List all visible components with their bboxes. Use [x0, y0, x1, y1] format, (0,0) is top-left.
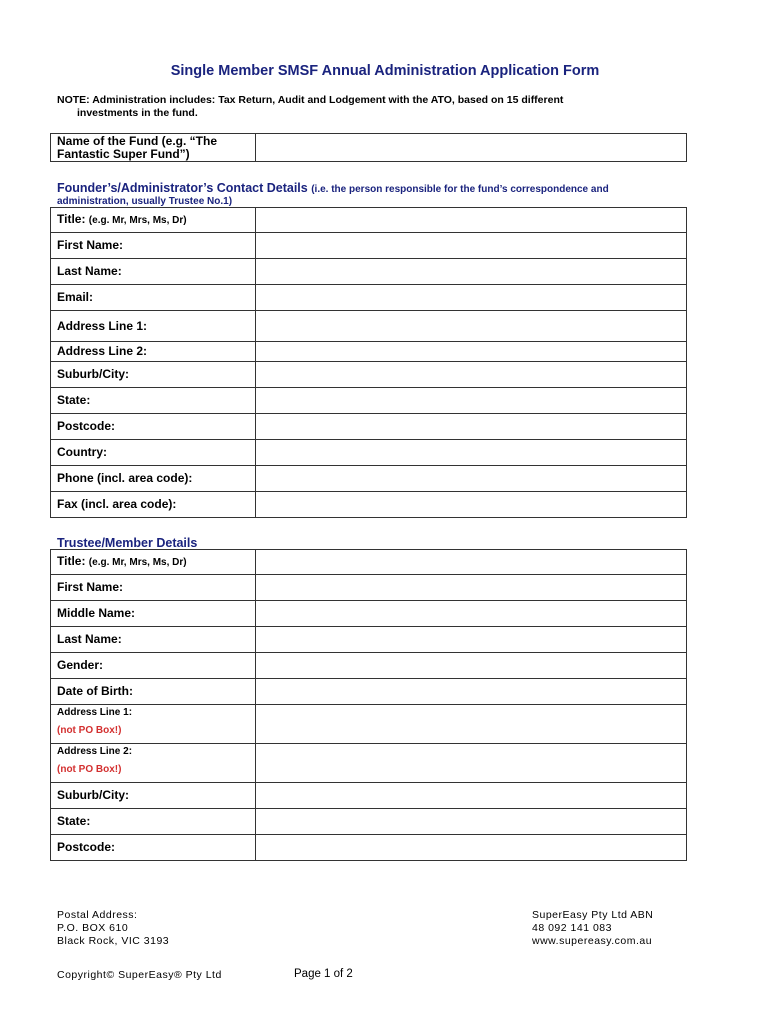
- founder-postcode-row: [51, 414, 687, 440]
- trustee-state-label: State:: [51, 809, 256, 835]
- trustee-address-1-input[interactable]: [256, 717, 686, 731]
- fund-name-cell: [256, 134, 687, 162]
- trustee-last-name-input[interactable]: [256, 633, 686, 647]
- founder-postcode-cell: [256, 414, 687, 440]
- founder-phone-input[interactable]: [256, 472, 686, 486]
- company-details: [532, 909, 653, 948]
- note-line-1: NOTE: Administration includes: Tax Return, Audit and Lodgement with the ATO, based on 15 different: [57, 94, 564, 106]
- trustee-address-2-label-text: Address Line 2:: [57, 746, 133, 757]
- trustee-address-1-warning: (not PO Box!): [57, 725, 122, 736]
- founder-country-input[interactable]: [256, 446, 686, 460]
- founder-first-name-label: First Name:: [51, 233, 256, 259]
- founder-email-row: [51, 285, 687, 311]
- founder-email-input[interactable]: [256, 291, 686, 305]
- founder-title-input[interactable]: [256, 213, 686, 227]
- trustee-middle-name-cell: [256, 601, 687, 627]
- founder-suburb-city-row: [51, 362, 687, 388]
- trustee-title-row: [51, 550, 687, 575]
- note-line-2: investments in the fund.: [77, 107, 198, 119]
- fund-name-input[interactable]: [256, 141, 686, 155]
- fund-name-label-line-2: Fantastic Super Fund”): [57, 146, 190, 161]
- fund-name-label-line-1: Name of the Fund (e.g. “The: [57, 133, 218, 148]
- company-abn-number: 48 092 141 083: [532, 922, 612, 934]
- founder-email-label: Email:: [51, 285, 256, 311]
- trustee-date-of-birth-label: Date of Birth:: [51, 679, 256, 705]
- founder-suburb-city-input[interactable]: [256, 368, 686, 382]
- founder-title-label: [51, 208, 256, 233]
- founder-country-cell: [256, 440, 687, 466]
- trustee-address-2-warning: (not PO Box!): [57, 764, 122, 775]
- page-number: Page 1 of 2: [294, 968, 353, 980]
- fund-name-row: [51, 134, 687, 162]
- trustee-date-of-birth-cell: [256, 679, 687, 705]
- copyright: Copyright© SuperEasy® Pty Ltd: [57, 969, 222, 981]
- founder-country-row: [51, 440, 687, 466]
- trustee-address-1-label: [51, 705, 256, 744]
- trustee-middle-name-input[interactable]: [256, 607, 686, 621]
- trustee-field-rows-2: [51, 783, 687, 861]
- trustee-gender-label: Gender:: [51, 653, 256, 679]
- trustee-gender-row: [51, 653, 687, 679]
- trustee-suburb-city-input[interactable]: [256, 789, 686, 803]
- trustee-address-2-row: [51, 744, 687, 783]
- trustee-address-2-input[interactable]: [256, 756, 686, 770]
- founder-section-heading: [57, 181, 609, 195]
- trustee-suburb-city-label: Suburb/City:: [51, 783, 256, 809]
- founder-first-name-cell: [256, 233, 687, 259]
- postal-address-label: Postal Address:: [57, 909, 138, 921]
- postal-address: [57, 909, 169, 948]
- founder-subheading-part-1: (i.e. the person responsible for the fund’s correspondence and: [311, 184, 609, 195]
- trustee-gender-input[interactable]: [256, 659, 686, 673]
- postal-address-line-1: P.O. BOX 610: [57, 922, 129, 934]
- founder-heading-text: Founder’s/Administrator’s Contact Details: [57, 181, 308, 195]
- founder-title-cell: [256, 208, 687, 233]
- founder-address-line-2-cell: [256, 342, 687, 362]
- trustee-middle-name-label: Middle Name:: [51, 601, 256, 627]
- founder-fax-input[interactable]: [256, 498, 686, 512]
- founder-address-line-1-cell: [256, 311, 687, 342]
- founder-fax-row: [51, 492, 687, 518]
- founder-state-label: State:: [51, 388, 256, 414]
- trustee-address-2-cell: [256, 744, 687, 783]
- trustee-first-name-row: [51, 575, 687, 601]
- founder-title-hint: (e.g. Mr, Mrs, Ms, Dr): [88, 215, 187, 226]
- trustee-state-input[interactable]: [256, 815, 686, 829]
- founder-title-label-text: Title:: [57, 212, 86, 226]
- postal-address-line-2: Black Rock, VIC 3193: [57, 935, 170, 947]
- trustee-address-1-cell: [256, 705, 687, 744]
- trustee-date-of-birth-row: [51, 679, 687, 705]
- founder-field-rows: [51, 233, 687, 518]
- trustee-address-2-label: [51, 744, 256, 783]
- company-name-abn: SuperEasy Pty Ltd ABN: [532, 909, 654, 921]
- founder-address-line-2-input[interactable]: [256, 345, 686, 359]
- trustee-postcode-label: Postcode:: [51, 835, 256, 861]
- founder-details-table: [50, 207, 687, 518]
- founder-suburb-city-label: Suburb/City:: [51, 362, 256, 388]
- trustee-postcode-row: [51, 835, 687, 861]
- trustee-postcode-input[interactable]: [256, 841, 686, 855]
- trustee-last-name-cell: [256, 627, 687, 653]
- trustee-address-1-label-text: Address Line 1:: [57, 707, 133, 718]
- founder-phone-label: Phone (incl. area code):: [51, 466, 256, 492]
- trustee-middle-name-row: [51, 601, 687, 627]
- founder-state-input[interactable]: [256, 394, 686, 408]
- trustee-first-name-input[interactable]: [256, 581, 686, 595]
- trustee-postcode-cell: [256, 835, 687, 861]
- company-website: www.supereasy.com.au: [532, 935, 653, 947]
- trustee-field-rows: [51, 575, 687, 705]
- form-title: Single Member SMSF Annual Administration Application Form: [170, 63, 600, 79]
- founder-address-line-1-row: [51, 311, 687, 342]
- founder-suburb-city-cell: [256, 362, 687, 388]
- trustee-date-of-birth-input[interactable]: [256, 685, 686, 699]
- trustee-title-label-text: Title:: [57, 554, 86, 568]
- founder-last-name-input[interactable]: [256, 265, 686, 279]
- founder-last-name-row: [51, 259, 687, 285]
- founder-state-cell: [256, 388, 687, 414]
- trustee-state-cell: [256, 809, 687, 835]
- founder-fax-cell: [256, 492, 687, 518]
- trustee-first-name-cell: [256, 575, 687, 601]
- trustee-suburb-city-cell: [256, 783, 687, 809]
- founder-first-name-row: [51, 233, 687, 259]
- trustee-title-label: [51, 550, 256, 575]
- trustee-suburb-city-row: [51, 783, 687, 809]
- founder-phone-cell: [256, 466, 687, 492]
- trustee-title-input[interactable]: [256, 555, 686, 569]
- founder-postcode-label: Postcode:: [51, 414, 256, 440]
- trustee-gender-cell: [256, 653, 687, 679]
- founder-fax-label: Fax (incl. area code):: [51, 492, 256, 518]
- fund-name-label: [51, 134, 256, 162]
- founder-address-line-1-label: Address Line 1:: [51, 311, 256, 342]
- trustee-details-table: [50, 549, 687, 861]
- founder-last-name-label: Last Name:: [51, 259, 256, 285]
- trustee-section-heading: Trustee/Member Details: [57, 536, 198, 550]
- trustee-last-name-label: Last Name:: [51, 627, 256, 653]
- founder-title-row: [51, 208, 687, 233]
- founder-state-row: [51, 388, 687, 414]
- founder-first-name-input[interactable]: [256, 239, 686, 253]
- founder-postcode-input[interactable]: [256, 420, 686, 434]
- trustee-state-row: [51, 809, 687, 835]
- note-text: [57, 94, 677, 120]
- trustee-last-name-row: [51, 627, 687, 653]
- founder-address-line-2-label: Address Line 2:: [51, 342, 256, 362]
- trustee-title-cell: [256, 550, 687, 575]
- founder-phone-row: [51, 466, 687, 492]
- founder-email-cell: [256, 285, 687, 311]
- founder-address-line-1-input[interactable]: [256, 319, 686, 333]
- founder-country-label: Country:: [51, 440, 256, 466]
- fund-name-table: [50, 133, 687, 162]
- founder-subheading-part-2: administration, usually Trustee No.1): [57, 196, 233, 207]
- trustee-first-name-label: First Name:: [51, 575, 256, 601]
- founder-last-name-cell: [256, 259, 687, 285]
- founder-address-line-2-row: [51, 342, 687, 362]
- trustee-title-hint: (e.g. Mr, Mrs, Ms, Dr): [88, 557, 187, 568]
- trustee-address-1-row: [51, 705, 687, 744]
